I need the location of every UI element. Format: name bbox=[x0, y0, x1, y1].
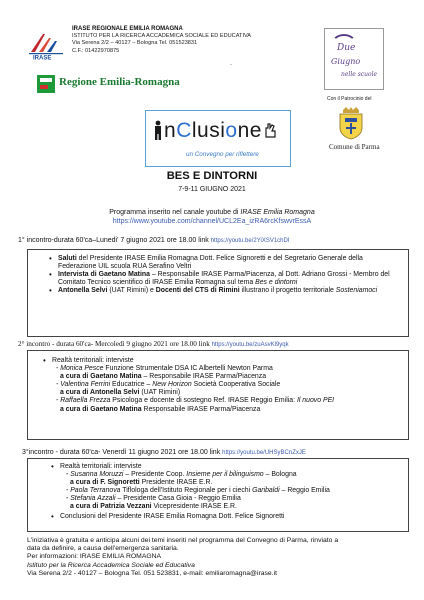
list-item: • Realtà territoriali: interviste bbox=[52, 357, 397, 365]
patrocinio-label: Con il Patrocinio del bbox=[327, 96, 372, 102]
list-item: a cura di Antonella Selvi (UAT Rimini) bbox=[60, 389, 181, 397]
incontro-1-box bbox=[27, 249, 409, 337]
footer-line-2: data da definire, a causa dell'emergenza sanitaria. bbox=[27, 545, 179, 553]
logo-part-n: n bbox=[164, 119, 177, 142]
list-item: - Monica Pesce Funzione Strumentale DSA IC Albertelli Newton Parma bbox=[56, 365, 273, 373]
page-title: BES E DINTORNI bbox=[166, 170, 258, 182]
footer-contact: Via Serena 2/2 - 40127 – Bologna Tel. 051 523831, e-mail: emiliaromagna@irase.it bbox=[27, 569, 277, 577]
incontro-2-box bbox=[27, 350, 409, 440]
irase-name: IRASE REGIONALE EMILIA ROMAGNA bbox=[72, 26, 183, 32]
stray-dot: . bbox=[230, 60, 232, 67]
footer-line-3: Per informazioni: IRASE EMILIA ROMAGNA bbox=[27, 553, 162, 561]
irase-line-3: C.F.: 01422970875 bbox=[72, 47, 120, 54]
footer-italic-line: Istituto per la Ricerca Accademica Sociale ed Educativa bbox=[27, 561, 195, 569]
regione-name: Regione Emilia-Romagna bbox=[59, 76, 180, 88]
list-item: - Valentina Ferrini Educatrice – New Horizon Società Cooperativa Sociale bbox=[56, 381, 281, 389]
regione-mark-icon bbox=[37, 75, 55, 93]
logo-line-3: nelle scuole bbox=[341, 71, 378, 78]
regione-logo bbox=[37, 75, 180, 93]
list-item: • Intervista di Gaetano Matina – Responsabile IRASE Parma/Piacenza, al Dott. Adriano Grossi - Membro del Comitato Tecnico scientifico di IRASE Emilia Romagna sul tema Bes e dintorni bbox=[58, 271, 393, 287]
program-info bbox=[0, 208, 424, 226]
inclusione-logo bbox=[152, 119, 277, 143]
inclusione-logo-box bbox=[145, 110, 291, 167]
list-item: - Paola Terranova Tiflologa dell'Istituto Regionale per i ciechi Garibaldi – Reggio Emilia bbox=[66, 487, 330, 495]
list-item: • Antonella Selvi (UAT Rimini) e Docenti del CTS di Rimini illustrano il progetto territoriale Sosteniamoci bbox=[58, 287, 393, 295]
program-channel: IRASE Emilia Romagna bbox=[240, 209, 315, 216]
list-item: a cura di Patrizia Vezzani Vicepresidente IRASE E.R. bbox=[70, 503, 237, 511]
logo-line-1: Due bbox=[337, 43, 356, 53]
list-item: • Realtà territoriali: interviste bbox=[60, 463, 405, 471]
incontro-3-heading bbox=[22, 449, 306, 456]
footer-info bbox=[27, 537, 407, 578]
logo-part-lusi: lusi bbox=[191, 119, 226, 142]
irase-line-1: ISTITUTO PER LA RICERCA ACCADEMICA SOCIALE ED EDUCATIVA bbox=[72, 33, 252, 40]
event-dates: 7-9-11 GIUGNO 2021 bbox=[178, 186, 246, 193]
program-line: Programma inserito nel canale youtube di bbox=[109, 209, 239, 216]
incontro-1-text: 1° incontro-durata 60'ca–Lunedi' 7 giugno 2021 ore 18.00 link bbox=[18, 237, 209, 244]
due-giugno-logo bbox=[324, 28, 384, 90]
irase-line-2: Via Serena 2/2 – 40127 – Bologna Tel. 051523831 bbox=[72, 40, 198, 47]
parma-crest-icon bbox=[337, 106, 365, 140]
incontro-2-link[interactable]: https://youtu.be/zuAsvKl9yqk bbox=[211, 342, 289, 348]
logo-part-ne: ne bbox=[237, 119, 262, 142]
incontro-1-link[interactable]: https://youtu.be/2YiXSV1chDI bbox=[210, 238, 290, 244]
list-item: a cura di Gaetano Matina Responsabile IRASE Parma/Piacenza bbox=[60, 405, 261, 413]
logo-part-c: C bbox=[176, 119, 192, 142]
list-item: • Saluti del Presidente IRASE Emilia Romagna Dott. Felice Signoretti e del Segretario Generale della Federazione UIL scuola RUA Serafino Veltri bbox=[58, 255, 393, 271]
incontro-3-link[interactable]: https://youtu.be/UHSyBCnZxJE bbox=[222, 450, 306, 456]
irase-header-text bbox=[72, 26, 251, 55]
list-item: • Conclusioni del Presidente IRASE Emilia Romagna Dott. Felice Signoretti bbox=[60, 513, 405, 521]
person-icon bbox=[152, 120, 164, 140]
footer-line-1: L'iniziativa è gratuita e anticipa alcuni dei temi inseriti nel programma del Convegno di Parma, rinviato a bbox=[27, 537, 339, 544]
incontro-3-text: 3°incontro - durata 60'ca- Venerdì 11 giugno 2021 ore 18.00 link bbox=[22, 449, 221, 456]
logo-line-2: Giugno bbox=[331, 57, 361, 66]
irase-logo bbox=[27, 30, 65, 60]
incontro-1-heading bbox=[18, 237, 290, 244]
incontro-2-heading bbox=[18, 340, 289, 348]
list-item: - Susanna Moruzzi – Presidente Coop. Insieme per il bilinguismo – Bologna bbox=[66, 471, 297, 479]
list-item: a cura di Gaetano Matina – Responsabile IRASE Parma/Piacenza bbox=[60, 373, 267, 381]
channel-link[interactable]: https://www.youtube.com/channel/UCL2Ea_izRA6rcKfswvrEssA bbox=[112, 218, 312, 225]
incontro-3-box bbox=[27, 458, 409, 532]
irase-logo-text: IRASE bbox=[33, 55, 52, 60]
list-item: - Raffaella Frezza Psicologa e docente di sostegno Ref. IRASE Reggio Emilia: Il nuovo PEI bbox=[56, 397, 335, 405]
list-item: a cura di F. Signoretti Presidente IRASE E.R. bbox=[70, 479, 213, 487]
comune-di-parma: Comune di Parma bbox=[329, 143, 380, 151]
hand-sign-icon bbox=[263, 122, 277, 138]
logo-part-o: o bbox=[225, 119, 238, 142]
convegno-subtitle: un Convegno per riflettere bbox=[186, 151, 259, 158]
incontro-2-text: 2° incontro - durata 60'ca- Mercoledì 9 giugno 2021 ore 18.00 link bbox=[18, 340, 210, 348]
list-item: - Stefania Azzali – Presidente Casa Gioia - Reggio Emilia bbox=[66, 495, 241, 503]
